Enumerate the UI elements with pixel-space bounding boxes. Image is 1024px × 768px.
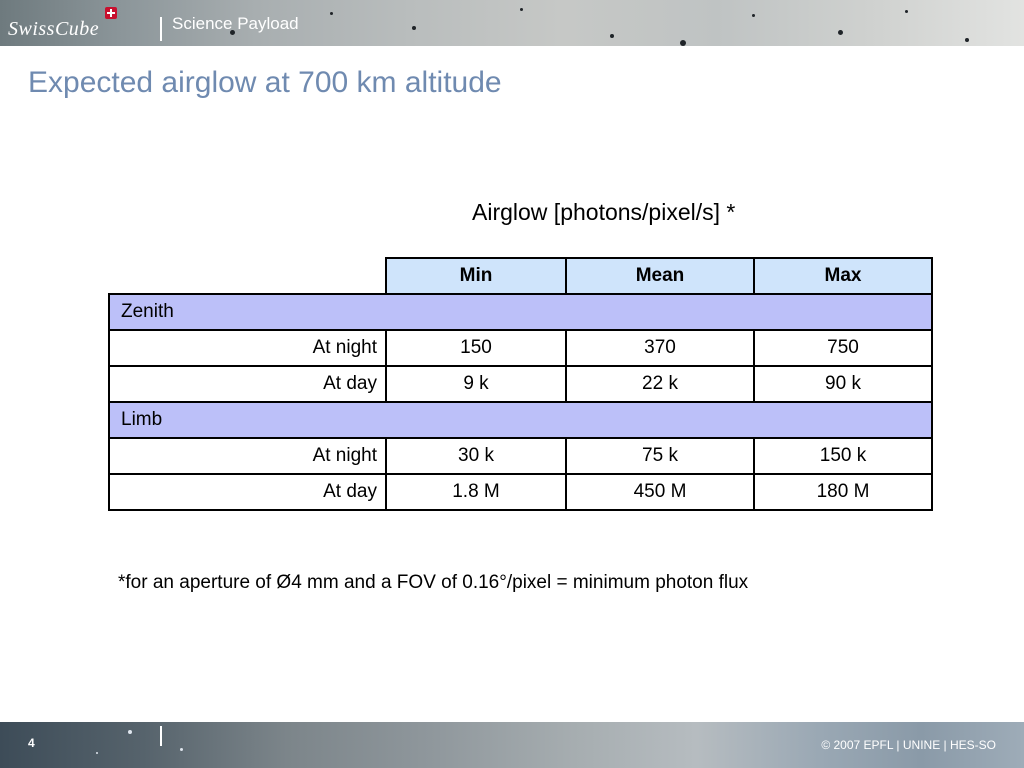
star-decoration — [610, 34, 614, 38]
value-max: 180 M — [754, 474, 932, 510]
column-header-max: Max — [754, 258, 932, 294]
value-mean: 22 k — [566, 366, 754, 402]
table-row — [109, 438, 932, 474]
star-decoration — [128, 730, 132, 734]
value-mean: 75 k — [566, 438, 754, 474]
row-label: At night — [109, 330, 386, 366]
star-decoration — [96, 752, 98, 754]
value-mean: 370 — [566, 330, 754, 366]
row-label: At day — [109, 366, 386, 402]
copyright-text: © 2007 EPFL | UNINE | HES-SO — [821, 738, 996, 752]
header-divider — [160, 17, 162, 41]
star-decoration — [680, 40, 686, 46]
page-number: 4 — [28, 736, 35, 750]
column-header-mean: Mean — [566, 258, 754, 294]
value-min: 30 k — [386, 438, 566, 474]
star-decoration — [180, 748, 183, 751]
star-decoration — [520, 8, 523, 11]
footer-banner — [0, 722, 1024, 768]
slide-title: Expected airglow at 700 km altitude — [28, 66, 502, 99]
section-row-zenith — [109, 294, 932, 330]
table-row — [109, 366, 932, 402]
value-mean: 450 M — [566, 474, 754, 510]
table-header-row — [109, 258, 932, 294]
star-decoration — [330, 12, 333, 15]
section-row-limb — [109, 402, 932, 438]
table-row — [109, 330, 932, 366]
star-decoration — [905, 10, 908, 13]
table-corner-cell — [109, 258, 386, 294]
section-label: Limb — [109, 402, 932, 438]
star-decoration — [412, 26, 416, 30]
value-max: 90 k — [754, 366, 932, 402]
swiss-flag-icon — [105, 7, 117, 19]
value-max: 750 — [754, 330, 932, 366]
column-header-min: Min — [386, 258, 566, 294]
header-banner — [0, 0, 1024, 46]
section-label: Zenith — [109, 294, 932, 330]
value-max: 150 k — [754, 438, 932, 474]
value-min: 150 — [386, 330, 566, 366]
swisscube-logo: SwissCube — [8, 18, 100, 40]
table-caption: Airglow [photons/pixel/s] * — [472, 199, 736, 225]
footer-divider — [160, 726, 162, 746]
airglow-table — [108, 257, 933, 511]
row-label: At night — [109, 438, 386, 474]
table-row — [109, 474, 932, 510]
row-label: At day — [109, 474, 386, 510]
footnote: *for an aperture of Ø4 mm and a FOV of 0.16°/pixel = minimum photon flux — [118, 572, 749, 593]
value-min: 9 k — [386, 366, 566, 402]
star-decoration — [752, 14, 755, 17]
star-decoration — [838, 30, 843, 35]
section-title: Science Payload — [172, 14, 299, 33]
star-decoration — [965, 38, 969, 42]
value-min: 1.8 M — [386, 474, 566, 510]
